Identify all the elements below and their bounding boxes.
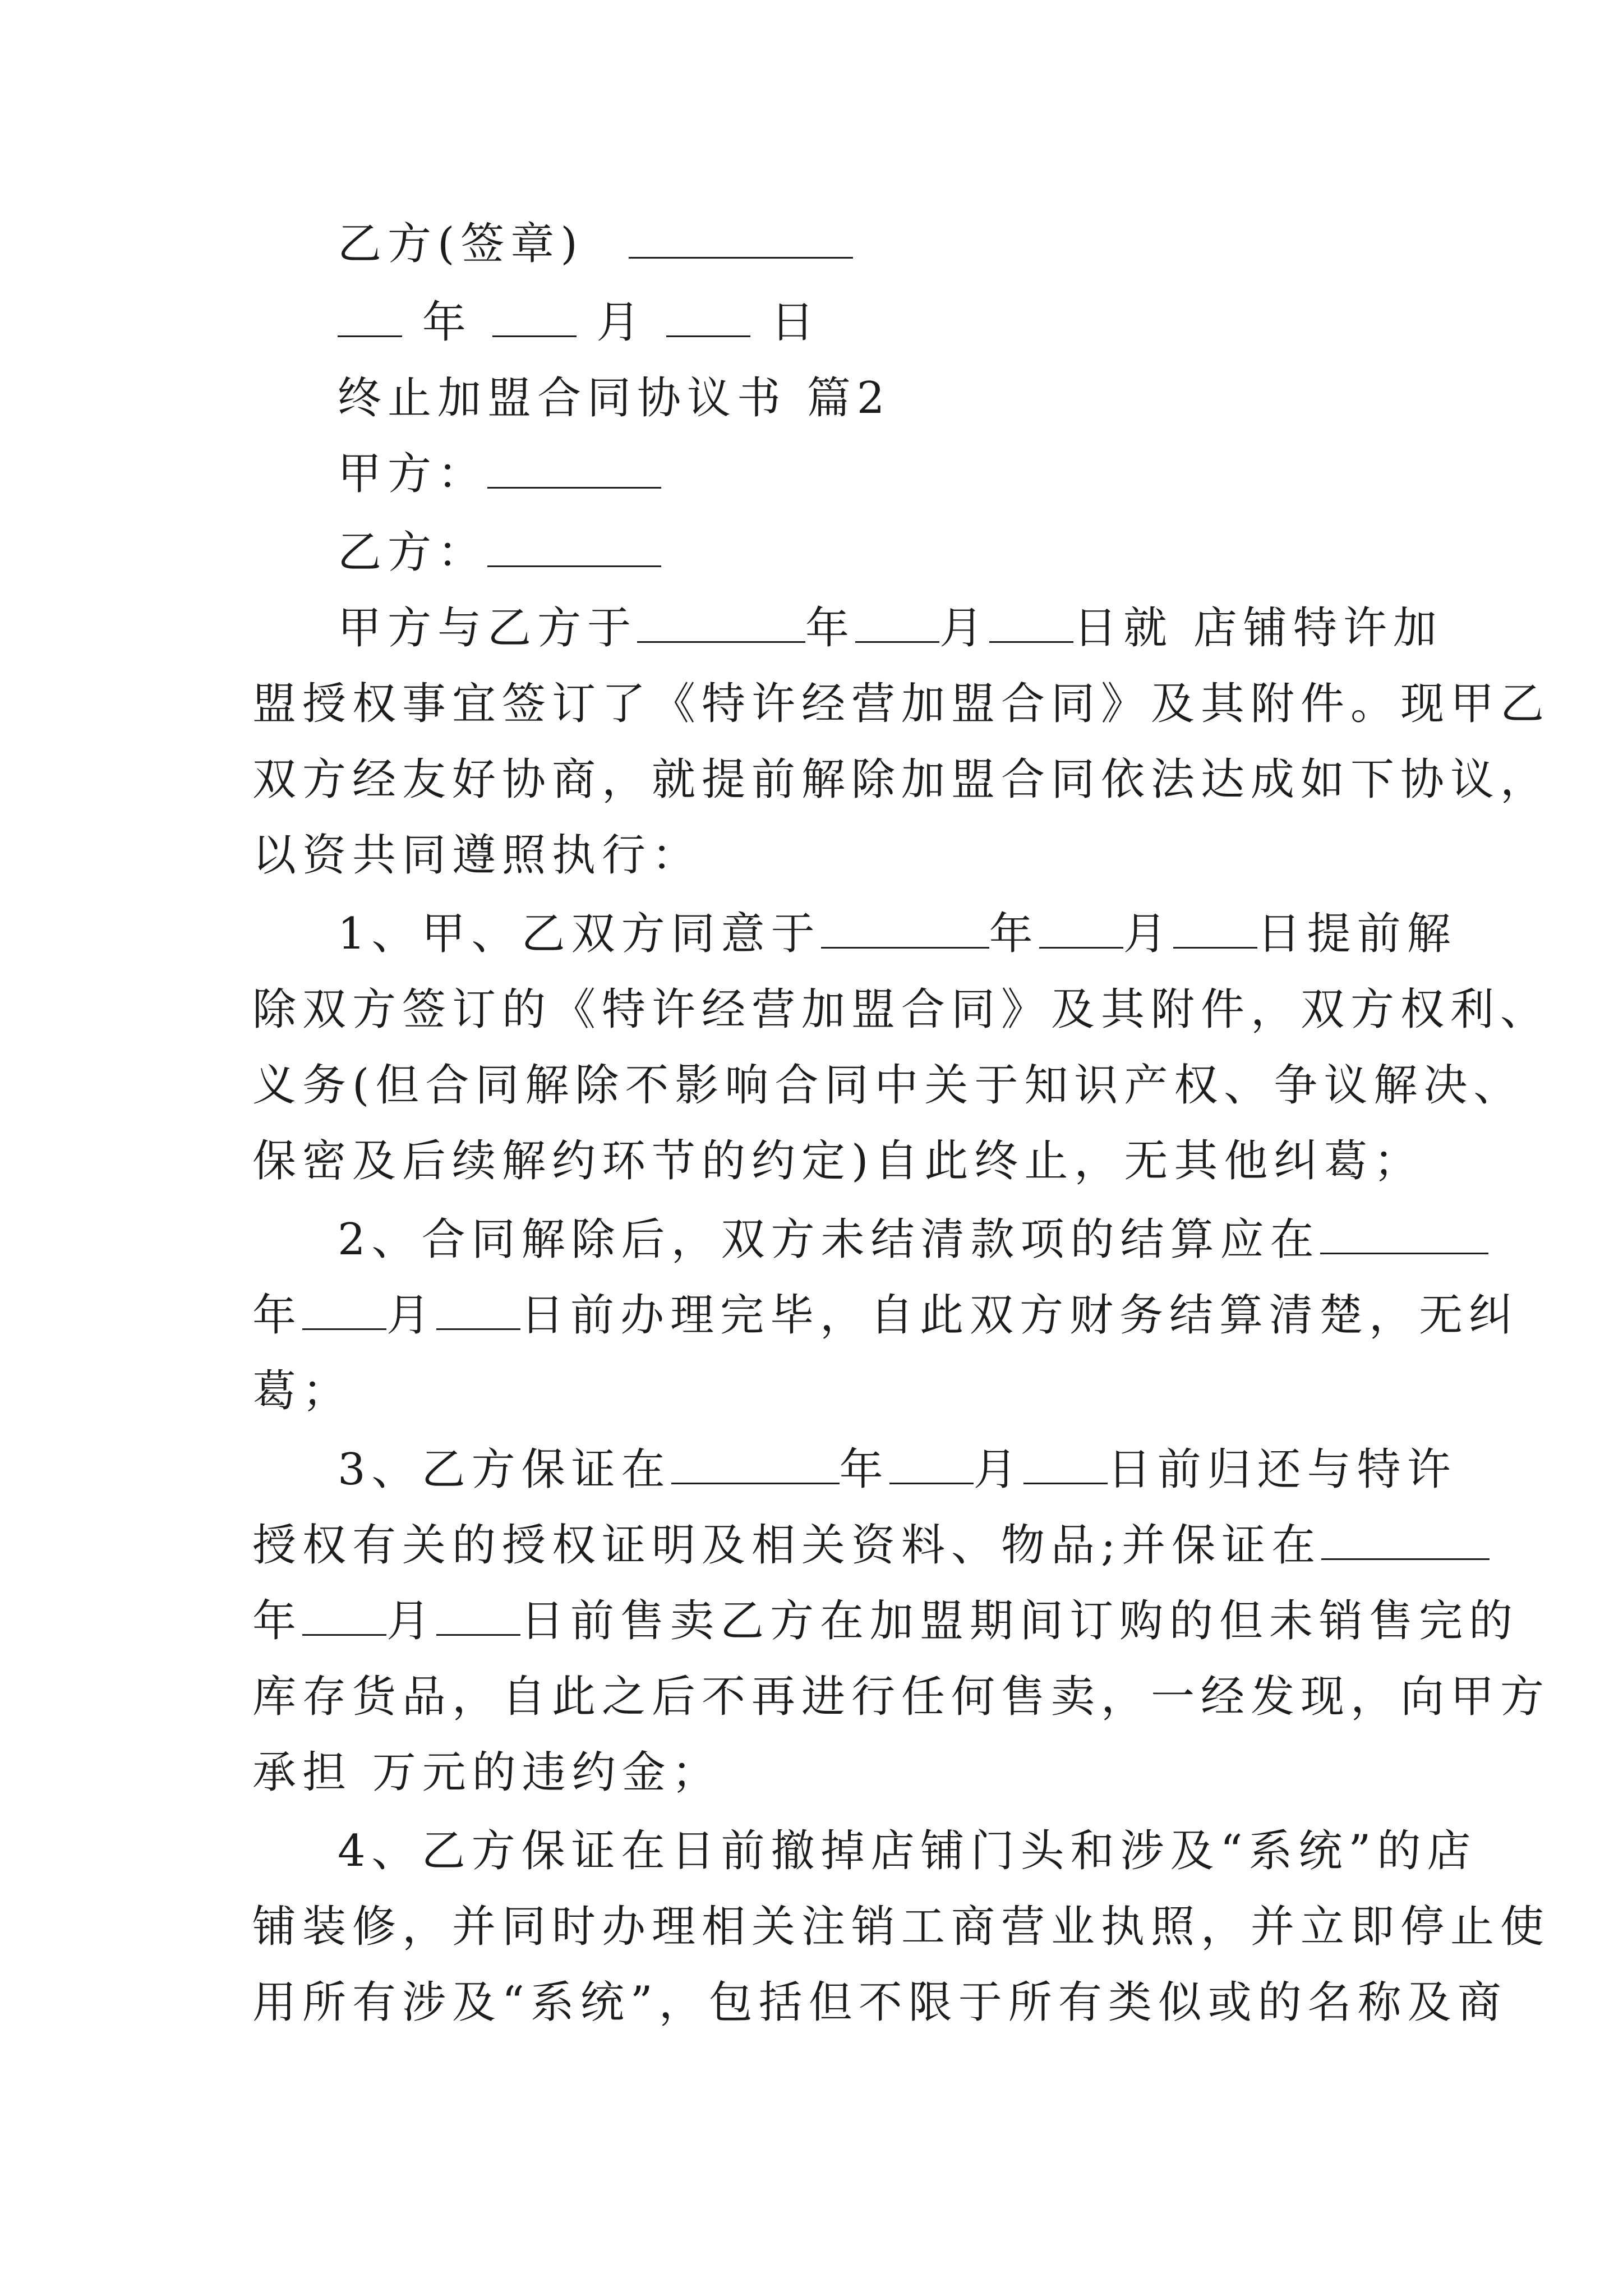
clause-1-line: 1、甲、乙双方同意于 年 月 日提前解	[338, 909, 1457, 959]
party-b-line: 乙方：	[338, 524, 661, 581]
clause-4-line: 用所有涉及“系统”，包括但不限于所有类似或的名称及商	[252, 1977, 1507, 2028]
clause-1-line: 除双方签订的《特许经营加盟合同》及其附件，双方权利、	[252, 984, 1551, 1035]
clause-1-line: 义务(但合同解除不影响合同中关于知识产权、争议解决、	[252, 1060, 1524, 1111]
party-b-signature-label: 乙方(签章)	[338, 219, 584, 269]
party-b-blank	[487, 526, 661, 567]
year-blank	[338, 296, 402, 337]
day-blank	[666, 296, 750, 337]
clause-1-line: 保密及后续解约环节的约定)自此终止，无其他纠葛；	[252, 1136, 1424, 1186]
signature-line-party-b	[338, 216, 853, 272]
clause-2-line: 年 月 日前办理完毕，自此双方财务结算清楚，无纠	[252, 1290, 1519, 1341]
party-a-line: 甲方：	[338, 446, 661, 502]
clause-3-line: 承担 万元的违约金；	[252, 1747, 722, 1798]
clause-3-line: 年 月 日前售卖乙方在加盟期间订购的但未销售完的	[252, 1596, 1519, 1646]
clause-4-line: 4、乙方保证在日前撤掉店铺门头和涉及“系统”的店	[338, 1826, 1477, 1876]
clause-3-line: 库存货品，自此之后不再进行任何售卖，一经发现，向甲方	[252, 1672, 1551, 1722]
date-line: 年 月 日	[338, 295, 820, 351]
paragraph-intro-line: 甲方与乙方于 年 月 日就 店铺特许加	[338, 603, 1443, 654]
section-title: 终止加盟合同协议书 篇2	[338, 373, 891, 424]
month-blank	[492, 296, 577, 337]
clause-3-line: 授权有关的授权证明及相关资料、物品;并保证在	[252, 1517, 1490, 1573]
paragraph-intro-line: 盟授权事宜签订了《特许经营加盟合同》及其附件。现甲乙	[252, 679, 1551, 729]
paragraph-intro-line: 以资共同遵照执行：	[252, 830, 702, 881]
clause-4-line: 铺装修，并同时办理相关注销工商营业执照，并立即停止使	[252, 1902, 1551, 1952]
clause-2-line: 2、合同解除后，双方未结清款项的结算应在	[338, 1212, 1488, 1268]
clause-3-line: 3、乙方保证在 年 月 日前归还与特许	[338, 1444, 1457, 1495]
signature-blank	[629, 218, 853, 259]
clause-2-line: 葛；	[252, 1366, 353, 1416]
paragraph-intro-line: 双方经友好协商，就提前解除加盟合同依法达成如下协议，	[252, 754, 1551, 805]
party-a-blank	[487, 448, 661, 489]
